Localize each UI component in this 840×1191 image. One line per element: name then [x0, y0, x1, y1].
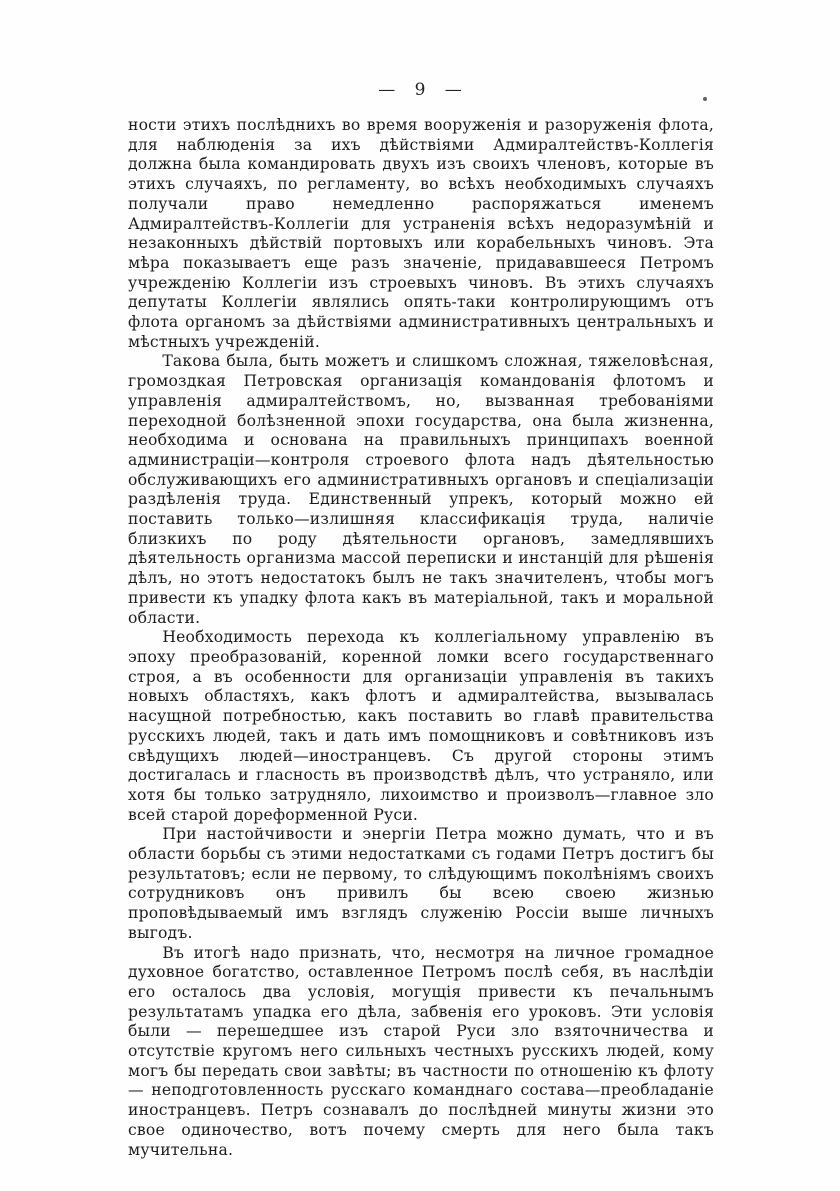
text-block: [128, 116, 714, 1160]
page-number-header: — 9 —: [378, 80, 462, 100]
paragraph: Въ итогѣ надо признать, что, несмотря на личное громадное духовное богатство, оставленное Петромъ послѣ себя, въ наслѣдіи его осталось два условія, могущія привести къ печальнымъ результатамъ упадка его дѣла, забвенія его уроковъ. Эти условія были — перешедшее изъ старой Руси зло взяточничества и отсутствіе кругомъ него сильныхъ честныхъ русскихъ людей, кому могъ бы передать свои завѣты; въ частности по отношенію къ флоту — неподготовленность русскаго команднаго состава—преобладаніе иностранцевъ. Петръ сознавалъ до послѣдней минуты жизни это свое одиночество, вотъ почему смерть для него была такъ мучительна.: [128, 943, 714, 1159]
paragraph: ности этихъ послѣднихъ во время вооруженія и разоруженія флота, для наблюденія за ихъ дѣйствіями Адмиралтействъ-Коллегія должна была командировать двухъ изъ своихъ членовъ, которые въ этихъ случаяхъ, по регламенту, во всѣхъ необходимыхъ случаяхъ получали право немедленно распоряжаться именемъ Адмиралтействъ-Коллегіи для устраненія всѣхъ недоразумѣній и незаконныхъ дѣйствій портовыхъ или корабельныхъ чиновъ. Эта мѣра показываетъ еще разъ значеніе, придававшееся Петромъ учрежденію Коллегіи изъ строевыхъ чиновъ. Въ этихъ случаяхъ депутаты Коллегіи являлись опять-таки контролирующимъ отъ флота органомъ за дѣйствіями административныхъ центральныхъ и мѣстныхъ учрежденій.: [128, 116, 714, 351]
paragraph: Необходимость перехода къ коллегіальному управленію въ эпоху преобразованій, коренной ломки всего государственнаго строя, а въ особенности для организаціи управленія въ такихъ новыхъ областяхъ, какъ флотъ и адмиралтейства, вызывалась насущной потребностью, какъ поставить во главѣ правительства русскихъ людей, такъ и дать имъ помощниковъ и совѣтниковъ изъ свѣдущихъ людей—иностранцевъ. Съ другой стороны этимъ достигалась и гласность въ производствѣ дѣлъ, что устраняло, или хотя бы только затрудняло, лихоимство и произволъ—главное зло всей старой дореформенной Руси.: [128, 628, 714, 824]
scan-speck: [703, 97, 707, 101]
paragraph: При настойчивости и энергіи Петра можно думать, что и въ области борьбы съ этими недостатками съ годами Петръ достигъ бы результатовъ; если не первому, то слѣдующимъ поколѣніямъ своихъ сотрудниковъ онъ привилъ бы всею своею жизнью проповѣдываемый имъ взглядъ служенію Россіи выше личныхъ выгодъ.: [128, 825, 714, 942]
paragraph: Такова была, быть можетъ и слишкомъ сложная, тяжеловѣсная, громоздкая Петровская организація командованія флотомъ и управленія адмиралтействомъ, но, вызванная требованіями переходной болѣзненной эпохи государства, она была жизненна, необходима и основана на правильныхъ принципахъ военной администраціи—контроля строевого флота надъ дѣятельностью обслуживающихъ его административныхъ органовъ и спеціализаціи раздѣленія труда. Единственный упрекъ, который можно ей поставить только—излишняя классификація труда, наличіе близкихъ по роду дѣятельности органовъ, замедлявшихъ дѣятельность организма массой переписки и инстанцій для рѣшенія дѣлъ, но этотъ недостатокъ былъ не такъ значителенъ, чтобы могъ привести къ упадку флота какъ въ матеріальной, такъ и моральной области.: [128, 352, 714, 627]
